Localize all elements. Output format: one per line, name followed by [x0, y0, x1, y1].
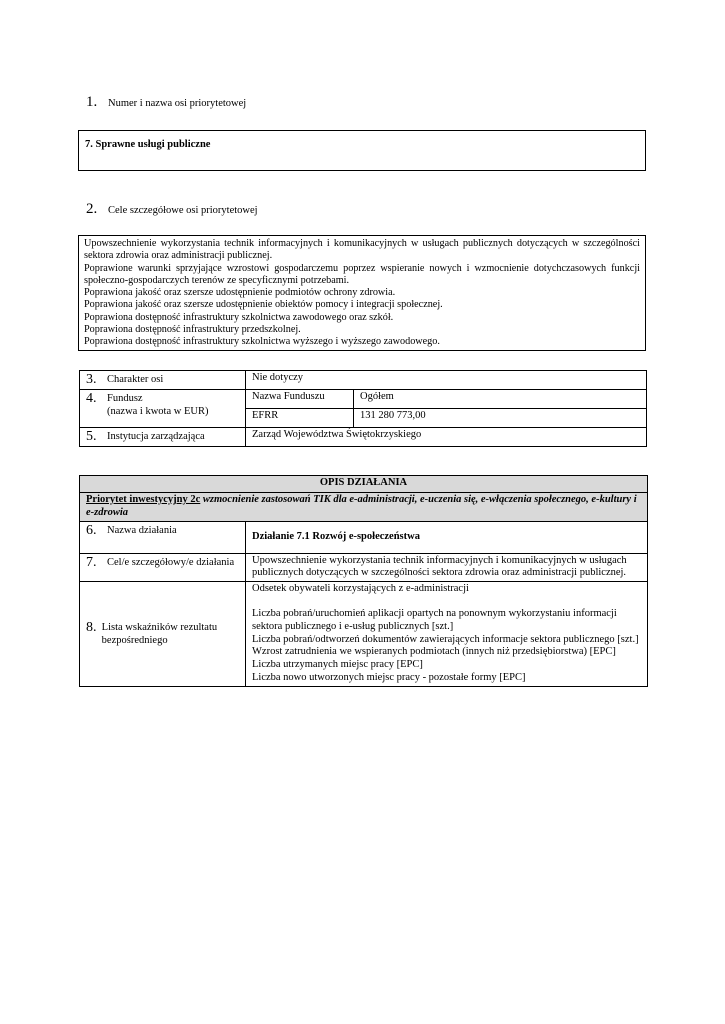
section-2-number: 2.: [86, 201, 98, 217]
action-goal-label: Cel/e szczegółowy/e działania: [107, 556, 235, 568]
goal-item: Poprawiona jakość oraz szersze udostępnienie obiektów pomocy i integracji społecznej.: [84, 299, 443, 311]
indicators-label: Lista wskaźników rezultatu bezpośredniego: [101, 622, 218, 646]
table-row: [80, 371, 647, 390]
section-1-title: Numer i nazwa osi priorytetowej: [108, 98, 247, 109]
indicator-item: Liczba pobrań/odtworzeń dokumentów zawierających informacje sektora publicznego [szt.]: [252, 633, 639, 645]
priority-axis-name: 7. Sprawne usługi publiczne: [85, 139, 211, 150]
fund-sublabel: (nazwa i kwota w EUR): [107, 405, 209, 417]
row-6-number: 6.: [86, 522, 97, 538]
action-name-value: Działanie 7.1 Rozwój e-społeczeństwa: [246, 521, 648, 553]
indicator-item: Liczba nowo utworzonych miejsc pracy - pozostałe formy [EPC]: [252, 671, 526, 683]
indicators-list: [246, 582, 648, 687]
section-2-heading: [86, 200, 258, 218]
table-row: [80, 582, 648, 687]
axis-info-table: [79, 370, 647, 447]
row-4-number: 4.: [86, 391, 97, 406]
goal-item: Poprawiona jakość oraz szersze udostępnienie podmiotów ochrony zdrowia.: [84, 287, 396, 299]
action-description-table: [79, 475, 648, 687]
action-goal-value: Upowszechnienie wykorzystania technik informacyjnych i komunikacyjnych w usługach publicznych dotyczących w szczególności sektora zdrowia oraz administracji publicznej.: [246, 553, 648, 582]
managing-institution-label: Instytucja zarządzająca: [107, 431, 205, 442]
indicator-item: Odsetek obywateli korzystających z e-administracji: [252, 583, 469, 595]
table-row: [80, 521, 648, 553]
investment-priority: [80, 493, 648, 522]
row-8-number: 8.: [86, 620, 97, 636]
indicator-item: Liczba utrzymanych miejsc pracy [EPC]: [252, 659, 423, 671]
fund-total-value: 131 280 773,00: [354, 409, 647, 428]
action-table-header: OPIS DZIAŁANIA: [80, 476, 648, 493]
specific-goals-box: [78, 235, 646, 351]
goal-item: Poprawiona dostępność infrastruktury szkolnictwa zawodowego oraz szkół.: [84, 311, 394, 323]
fund-total-header: Ogółem: [354, 390, 647, 409]
fund-name-header: Nazwa Funduszu: [246, 390, 354, 409]
investment-priority-text: wzmocnienie zastosowań TIK dla e-administracji, e-uczenia się, e-włączenia społecznego, e-kultury i e-zdrowia: [86, 494, 637, 518]
table-row: [80, 493, 648, 522]
fund-label: Fundusz: [107, 393, 143, 404]
section-2-title: Cele szczegółowe osi priorytetowej: [108, 205, 258, 216]
row-3-number: 3.: [86, 372, 97, 387]
indicator-item: Wzrost zatrudnienia we wspieranych podmiotach (innych niż przedsiębiorstwa) [EPC]: [252, 646, 616, 658]
row-5-number: 5.: [86, 429, 97, 444]
goal-item: Upowszechnienie wykorzystania technik informacyjnych i komunikacyjnych w usługach publicznych dotyczących w szczególności sektora zdrowia oraz administracji publicznej.: [84, 238, 640, 262]
axis-character-value: Nie dotyczy: [246, 371, 647, 390]
axis-character-label: Charakter osi: [107, 374, 164, 385]
managing-institution-value: Zarząd Województwa Świętokrzyskiego: [246, 428, 647, 447]
table-row: [80, 390, 647, 409]
goal-item: Poprawiona dostępność infrastruktury szkolnictwa wyższego i wyższego zawodowego.: [84, 336, 440, 348]
table-row: [80, 428, 647, 447]
priority-axis-box: [78, 130, 646, 171]
fund-name-value: EFRR: [246, 409, 354, 428]
investment-priority-label: Priorytet inwestycyjny 2c: [86, 494, 201, 505]
section-1-number: 1.: [86, 94, 98, 110]
goal-item: Poprawiona dostępność infrastruktury przedszkolnej.: [84, 324, 301, 336]
goal-item: Poprawione warunki sprzyjające wzrostowi gospodarczemu poprzez wspieranie nowych i wzmocnienie dotychczasowych funkcji społeczno-gospodarczych terenów ze specyficznymi potrzebami.: [84, 262, 640, 286]
table-row: [80, 553, 648, 582]
section-1-heading: [86, 93, 246, 111]
indicator-item: Liczba pobrań/uruchomień aplikacji opartych na ponownym wykorzystaniu informacji sektora publicznego i e-usług publicznych [szt.]: [252, 607, 617, 632]
table-row: [80, 476, 648, 493]
row-7-number: 7.: [86, 554, 97, 570]
action-name-label: Nazwa działania: [107, 524, 177, 536]
